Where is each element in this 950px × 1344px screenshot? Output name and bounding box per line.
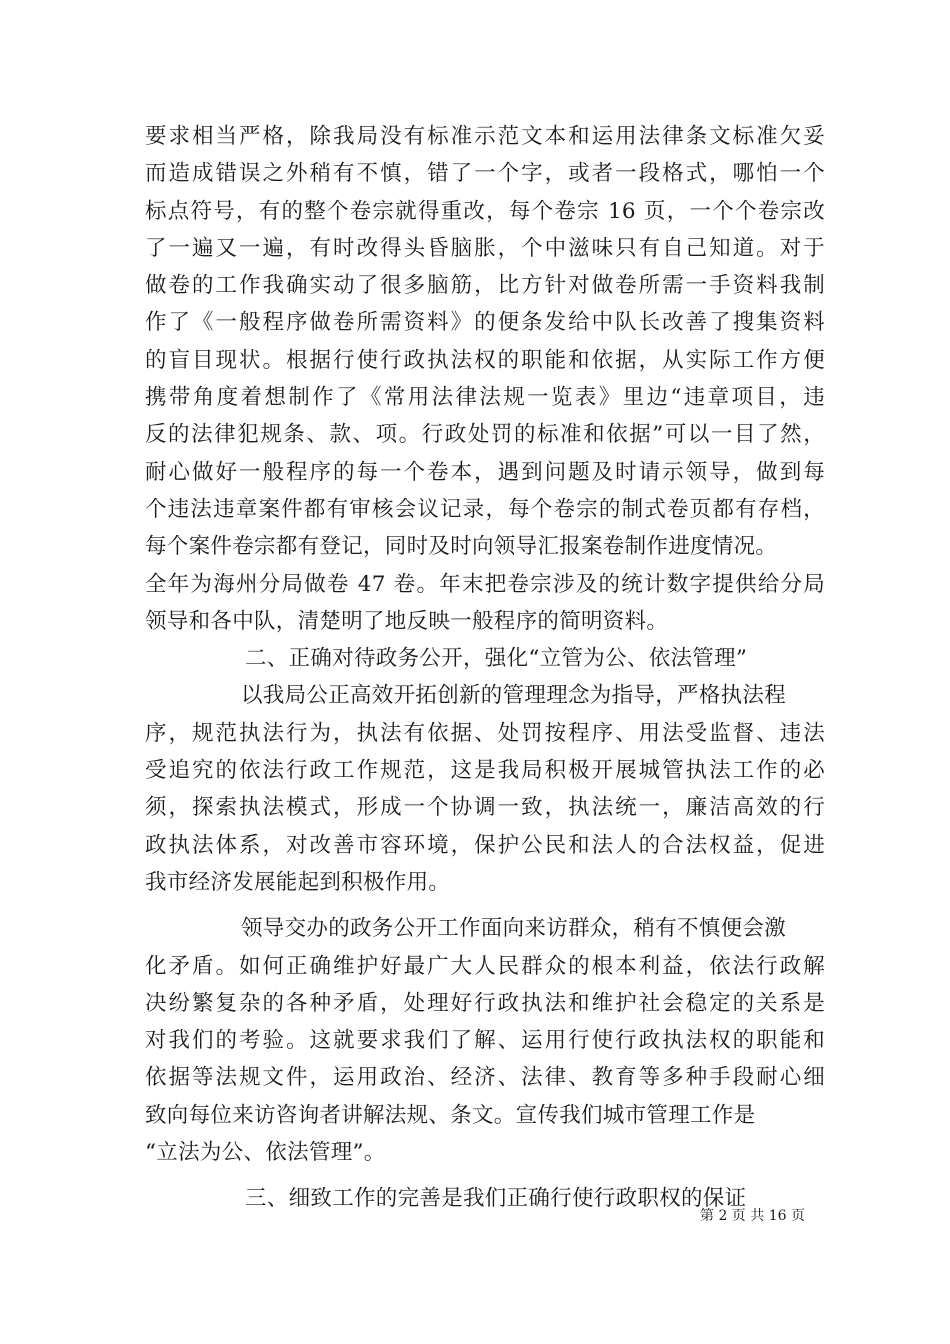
text-line: 的盲目现状。根据行使行政执法权的职能和依据，从实际工作方便 <box>145 347 825 373</box>
text-line: “立法为公、依法管理”。 <box>145 1140 386 1166</box>
text-line: 携带角度着想制作了《常用法律法规一览表》里边“违章项目，违 <box>145 385 825 411</box>
text-line: 而造成错误之外稍有不慎，错了一个字，或者一段格式，哪怕一个 <box>145 161 825 187</box>
text-line: 每个案件卷宗都有登记，同时及时向领导汇报案卷制作进度情况。 <box>145 534 778 560</box>
text-line: 全年为海州分局做卷 47 卷。年末把卷宗涉及的统计数字提供给分局 <box>145 571 825 597</box>
text-line: 对我们的考验。这就要求我们了解、运用行使行政执法权的职能和 <box>145 1028 825 1054</box>
text-line: 依据等法规文件，运用政治、经济、法律、教育等多种手段耐心细 <box>145 1065 825 1091</box>
text-line: 我市经济发展能起到积极作用。 <box>145 869 451 895</box>
section-heading: 二、正确对待政务公开，强化“立管为公、依法管理” <box>245 646 748 672</box>
section-heading: 三、细致工作的完善是我们正确行使行政职权的保证 <box>245 1186 747 1212</box>
text-line: 领导和各中队，清楚明了地反映一般程序的简明资料。 <box>145 608 669 634</box>
text-line: 个违法违章案件都有审核会议记录，每个卷宗的制式卷页都有存档， <box>145 496 825 522</box>
document-body <box>145 118 825 1218</box>
text-line: 作了《一般程序做卷所需资料》的便条发给中队长改善了搜集资料 <box>145 310 825 336</box>
paragraph-first-line: 以我局公正高效开拓创新的管理理念为指导，严格执法程 <box>241 683 787 709</box>
text-line: 化矛盾。如何正确维护好最广大人民群众的根本利益，依法行政解 <box>145 953 825 979</box>
text-line: 做卷的工作我确实动了很多脑筋，比方针对做卷所需一手资料我制 <box>145 273 825 299</box>
text-line: 反的法律犯规条、款、项。行政处罚的标准和依据”可以一目了然， <box>145 422 825 448</box>
text-line: 致向每位来访咨询者讲解法规、条文。宣传我们城市管理工作是 <box>145 1102 756 1128</box>
text-line: 政执法体系，对改善市容环境，保护公民和法人的合法权益，促进 <box>145 832 825 858</box>
text-line: 耐心做好一般程序的每一个卷本，遇到问题及时请示领导，做到每 <box>145 459 825 485</box>
page-number-footer: 第 2 页 共 16 页 <box>700 1208 805 1224</box>
text-line: 决纷繁复杂的各种矛盾，处理好行政执法和维护社会稳定的关系是 <box>145 990 825 1016</box>
text-line: 要求相当严格，除我局没有标准示范文本和运用法律条文标准欠妥 <box>145 124 825 149</box>
paragraph-first-line: 领导交办的政务公开工作面向来访群众，稍有不慎便会激 <box>241 916 787 942</box>
text-line: 标点符号，有的整个卷宗就得重改，每个卷宗 16 页，一个个卷宗改 <box>145 198 825 224</box>
text-line: 了一遍又一遍，有时改得头昏脑胀，个中滋味只有自己知道。对于 <box>145 235 825 261</box>
text-line: 须，探索执法模式，形成一个协调一致，执法统一，廉洁高效的行 <box>145 795 825 821</box>
text-line: 序，规范执法行为，执法有依据、处罚按程序、用法受监督、违法 <box>145 720 825 746</box>
text-line: 受追究的依法行政工作规范，这是我局积极开展城管执法工作的必 <box>145 758 825 784</box>
